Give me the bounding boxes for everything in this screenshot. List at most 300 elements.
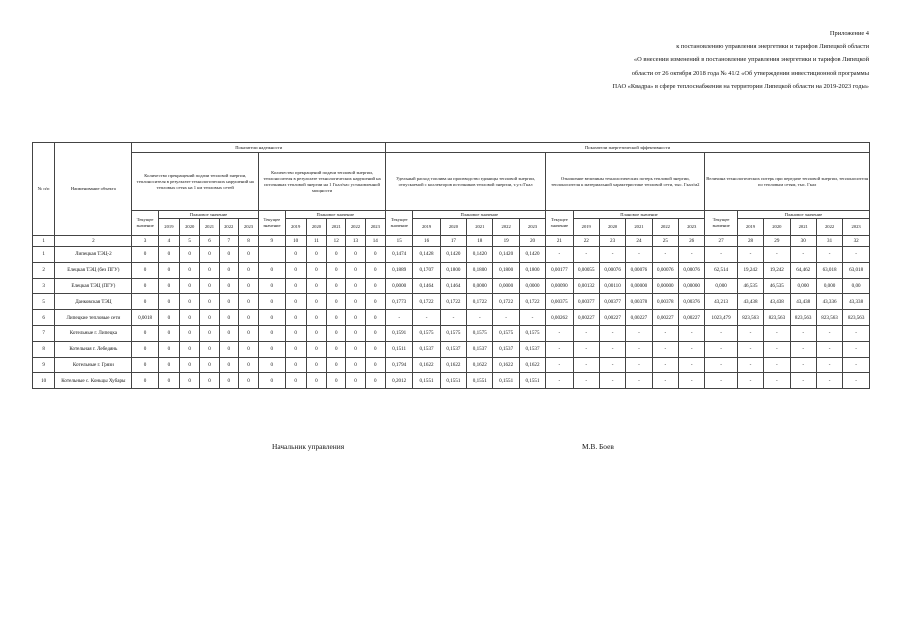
value-cell: 0 <box>132 262 158 278</box>
value-cell: - <box>816 373 842 389</box>
value-cell: 0 <box>259 262 285 278</box>
column-number-cell: 4 <box>158 236 179 247</box>
column-number-cell: 26 <box>679 236 705 247</box>
value-cell: 0 <box>180 373 200 389</box>
value-cell: 0 <box>327 341 346 357</box>
value-cell: 62,514 <box>705 262 737 278</box>
value-cell: 0 <box>219 325 238 341</box>
value-cell: 0 <box>346 278 365 294</box>
value-cell: - <box>546 373 573 389</box>
value-cell: 0,1420 <box>493 247 519 263</box>
value-cell: 46,535 <box>764 278 790 294</box>
value-cell: 0 <box>346 373 365 389</box>
row-number-cell: 8 <box>33 341 55 357</box>
value-cell: 0 <box>327 247 346 263</box>
value-cell: 43,438 <box>764 294 790 310</box>
table-row <box>33 294 870 310</box>
value-cell: - <box>652 357 678 373</box>
year-header: 2019 <box>573 219 599 236</box>
value-cell: 0,1511 <box>386 341 413 357</box>
year-header: 2022 <box>219 219 238 236</box>
col-num-header: № п/п <box>33 143 55 236</box>
group-efficiency-header: Показатели энергетической эффективности <box>386 143 870 153</box>
value-cell: 0,00227 <box>652 310 678 326</box>
planned-value-header: Плановое значение <box>285 211 386 219</box>
year-header: 2021 <box>467 219 493 236</box>
subheader-network-interruptions: Количество прекращений подачи тепловой энергии, теплоносителя в результате технологических нарушений на тепловых сетях на 1 км тепловых сетей <box>132 153 259 211</box>
value-cell: 0 <box>306 262 326 278</box>
value-cell: 0,1537 <box>467 341 493 357</box>
value-cell: - <box>626 341 652 357</box>
value-cell: 0 <box>180 247 200 263</box>
value-cell: 0,1591 <box>386 325 413 341</box>
column-number-cell: 19 <box>493 236 519 247</box>
current-value-header: Текущее значение <box>546 211 573 236</box>
header-line: «О внесении изменений в постановление управления энергетики и тарифов Липецкой <box>633 56 869 64</box>
subheader-source-interruptions: Количество прекращений подачи тепловой энергии, теплоносителя в результате технологических нарушений на источниках тепловой энергии на 1 Гкал/час установленной мощности <box>259 153 386 211</box>
value-cell: 0,1722 <box>493 294 519 310</box>
value-cell: 0 <box>306 278 326 294</box>
value-cell: - <box>679 325 705 341</box>
value-cell: 0,00000 <box>652 278 678 294</box>
value-cell: 0 <box>327 310 346 326</box>
value-cell: - <box>386 310 413 326</box>
subheader-loss-ratio: Отношение величины технологических потерь тепловой энергии, теплоносителя к материальной характеристике тепловой сети, тыс. Гкал/м2 <box>546 153 705 211</box>
value-cell: 0 <box>285 247 306 263</box>
year-header: 2020 <box>764 219 790 236</box>
value-cell: 0 <box>306 357 326 373</box>
value-cell: - <box>843 357 870 373</box>
value-cell: 0,0018 <box>132 310 158 326</box>
value-cell: - <box>843 341 870 357</box>
value-cell: 0 <box>158 357 179 373</box>
value-cell: - <box>679 373 705 389</box>
value-cell: 0 <box>180 294 200 310</box>
value-cell: 19,242 <box>737 262 763 278</box>
value-cell: 0,00076 <box>599 262 625 278</box>
value-cell: 0 <box>365 357 385 373</box>
year-header: 2021 <box>790 219 816 236</box>
value-cell: 0 <box>200 373 219 389</box>
value-cell: 0,1551 <box>519 373 545 389</box>
value-cell: 0 <box>200 341 219 357</box>
value-cell: 0,1537 <box>440 341 466 357</box>
value-cell: - <box>626 357 652 373</box>
value-cell: 0,1722 <box>440 294 466 310</box>
value-cell: 0,1551 <box>467 373 493 389</box>
column-number-cell: 11 <box>306 236 326 247</box>
year-header: 2019 <box>413 219 440 236</box>
value-cell: 0 <box>158 325 179 341</box>
column-number-cell: 23 <box>599 236 625 247</box>
value-cell: 0 <box>238 262 258 278</box>
header-line: к постановлению управления энергетики и тарифов Липецкой области <box>676 43 869 51</box>
signatory-name: М.В. Боев <box>582 442 614 451</box>
value-cell: 0,1889 <box>386 262 413 278</box>
value-cell: 0 <box>238 247 258 263</box>
value-cell: 0,00262 <box>546 310 573 326</box>
column-number-cell: 9 <box>259 236 285 247</box>
object-name-cell: Липецкие тепловые сети <box>55 310 132 326</box>
value-cell: 0 <box>219 341 238 357</box>
value-cell: 0,00076 <box>679 262 705 278</box>
value-cell: 0,1722 <box>413 294 440 310</box>
object-name-cell: Елецкая ТЭЦ (ПГУ) <box>55 278 132 294</box>
value-cell: 0 <box>346 341 365 357</box>
value-cell: - <box>467 310 493 326</box>
value-cell: - <box>599 325 625 341</box>
value-cell: 0,0000 <box>519 278 545 294</box>
row-number-cell: 9 <box>33 357 55 373</box>
value-cell: 0 <box>285 294 306 310</box>
column-number-cell: 6 <box>200 236 219 247</box>
value-cell: - <box>573 373 599 389</box>
column-number-cell: 8 <box>238 236 258 247</box>
value-cell: 0 <box>219 357 238 373</box>
value-cell: - <box>764 357 790 373</box>
year-header: 2021 <box>200 219 219 236</box>
value-cell: 0 <box>200 357 219 373</box>
value-cell: 0,1537 <box>493 341 519 357</box>
value-cell: 0 <box>180 357 200 373</box>
column-number-cell: 22 <box>573 236 599 247</box>
header-line: ПАО «Квадра» в сфере теплоснабжения на территории Липецкой области на 2019-2023 годы» <box>612 82 869 90</box>
value-cell: - <box>816 341 842 357</box>
value-cell: 0,1722 <box>519 294 545 310</box>
value-cell: 0 <box>238 325 258 341</box>
value-cell: 0,1773 <box>386 294 413 310</box>
value-cell: - <box>440 310 466 326</box>
value-cell: 0 <box>180 310 200 326</box>
value-cell: 0 <box>180 262 200 278</box>
object-name-cell: Котельные г. Липецка <box>55 325 132 341</box>
value-cell: 0 <box>259 357 285 373</box>
value-cell: 0,1551 <box>440 373 466 389</box>
value-cell: 0 <box>200 325 219 341</box>
year-header: 2019 <box>285 219 306 236</box>
value-cell: - <box>816 247 842 263</box>
value-cell: 0 <box>306 294 326 310</box>
value-cell: 0 <box>259 278 285 294</box>
value-cell: 0 <box>285 325 306 341</box>
value-cell: 0 <box>327 278 346 294</box>
value-cell: 0,1474 <box>386 247 413 263</box>
value-cell: - <box>413 310 440 326</box>
value-cell: 0 <box>327 357 346 373</box>
object-name-cell: Котельные г. Грязи <box>55 357 132 373</box>
value-cell: 0,00375 <box>546 294 573 310</box>
value-cell: 0 <box>285 341 306 357</box>
value-cell: 43,338 <box>843 294 870 310</box>
value-cell: - <box>652 341 678 357</box>
value-cell: 0,1575 <box>467 325 493 341</box>
value-cell: 0,1575 <box>519 325 545 341</box>
value-cell: - <box>546 341 573 357</box>
value-cell: 0 <box>327 262 346 278</box>
value-cell: - <box>599 373 625 389</box>
value-cell: - <box>546 247 573 263</box>
table-row <box>33 325 870 341</box>
value-cell: 0 <box>259 294 285 310</box>
value-cell: 0 <box>346 325 365 341</box>
value-cell: 63,018 <box>816 262 842 278</box>
value-cell: 0 <box>180 278 200 294</box>
value-cell: 0,1428 <box>413 247 440 263</box>
indicators-table <box>32 142 870 389</box>
value-cell: 0 <box>158 247 179 263</box>
value-cell: - <box>764 247 790 263</box>
value-cell: 63,018 <box>843 262 870 278</box>
column-number-cell: 18 <box>467 236 493 247</box>
value-cell: 0,1622 <box>519 357 545 373</box>
value-cell: 0 <box>259 310 285 326</box>
value-cell: 0 <box>238 357 258 373</box>
value-cell: - <box>573 247 599 263</box>
value-cell: 0 <box>158 373 179 389</box>
table-row <box>33 262 870 278</box>
value-cell: 0,1420 <box>519 247 545 263</box>
column-number-cell: 15 <box>386 236 413 247</box>
value-cell: 0,00110 <box>599 278 625 294</box>
value-cell: 0,1800 <box>467 262 493 278</box>
value-cell: 0,00000 <box>679 278 705 294</box>
value-cell: 0,000 <box>705 278 737 294</box>
value-cell: 823,563 <box>737 310 763 326</box>
value-cell: 0,00076 <box>626 262 652 278</box>
value-cell: 0,1800 <box>493 262 519 278</box>
value-cell: 0,1464 <box>413 278 440 294</box>
value-cell: 0 <box>132 247 158 263</box>
column-number-cell: 13 <box>346 236 365 247</box>
value-cell: 19,242 <box>764 262 790 278</box>
value-cell: - <box>816 357 842 373</box>
value-cell: 0,1794 <box>386 357 413 373</box>
value-cell: 0 <box>132 294 158 310</box>
value-cell: 823,563 <box>790 310 816 326</box>
column-number-cell: 3 <box>132 236 158 247</box>
current-value-header: Текущее значение <box>705 211 737 236</box>
value-cell: - <box>737 325 763 341</box>
year-header: 2022 <box>346 219 365 236</box>
column-number-cell: 16 <box>413 236 440 247</box>
value-cell: - <box>737 247 763 263</box>
value-cell: 0 <box>346 294 365 310</box>
value-cell: - <box>790 373 816 389</box>
column-number-cell: 32 <box>843 236 870 247</box>
value-cell: - <box>737 341 763 357</box>
value-cell: 0,1420 <box>467 247 493 263</box>
value-cell: 0 <box>365 262 385 278</box>
value-cell: 0 <box>259 325 285 341</box>
year-header: 2023 <box>519 219 545 236</box>
row-number-cell: 5 <box>33 294 55 310</box>
value-cell: 0 <box>306 247 326 263</box>
column-number-cell: 10 <box>285 236 306 247</box>
year-header: 2019 <box>158 219 179 236</box>
value-cell: 0,1622 <box>467 357 493 373</box>
value-cell: 0 <box>285 357 306 373</box>
column-number-cell: 30 <box>790 236 816 247</box>
value-cell: - <box>764 341 790 357</box>
value-cell: 0 <box>238 341 258 357</box>
value-cell: - <box>626 247 652 263</box>
value-cell: 0,00377 <box>573 294 599 310</box>
value-cell: 0,0000 <box>493 278 519 294</box>
value-cell: 0 <box>132 278 158 294</box>
value-cell: 0,1537 <box>413 341 440 357</box>
value-cell: 0 <box>200 294 219 310</box>
column-number-cell: 24 <box>626 236 652 247</box>
value-cell: 0,00132 <box>573 278 599 294</box>
column-number-cell: 5 <box>180 236 200 247</box>
value-cell: 0 <box>158 341 179 357</box>
value-cell: - <box>705 373 737 389</box>
header-line: Приложение 4 <box>829 30 869 37</box>
value-cell: - <box>626 325 652 341</box>
current-value-header: Текущее значение <box>386 211 413 236</box>
value-cell: 64,462 <box>790 262 816 278</box>
value-cell: - <box>843 247 870 263</box>
row-number-cell: 7 <box>33 325 55 341</box>
value-cell: 0 <box>327 325 346 341</box>
table-row <box>33 278 870 294</box>
object-name-cell: Данковская ТЭЦ <box>55 294 132 310</box>
column-number-cell: 12 <box>327 236 346 247</box>
value-cell: 0,1622 <box>440 357 466 373</box>
value-cell: - <box>790 247 816 263</box>
value-cell: - <box>573 325 599 341</box>
year-header: 2020 <box>599 219 625 236</box>
column-number-cell: 29 <box>764 236 790 247</box>
value-cell: 1023,479 <box>705 310 737 326</box>
value-cell: - <box>705 247 737 263</box>
value-cell: - <box>843 325 870 341</box>
value-cell: 0,1464 <box>440 278 466 294</box>
col-name-header: Наименование объекта <box>55 143 132 236</box>
value-cell: - <box>599 357 625 373</box>
value-cell: 0 <box>365 294 385 310</box>
value-cell: - <box>573 341 599 357</box>
column-number-cell: 14 <box>365 236 385 247</box>
value-cell: - <box>652 247 678 263</box>
value-cell: 0 <box>158 294 179 310</box>
value-cell: 0 <box>200 278 219 294</box>
value-cell: 0,00076 <box>652 262 678 278</box>
value-cell: - <box>705 357 737 373</box>
year-header: 2020 <box>180 219 200 236</box>
year-header: 2023 <box>365 219 385 236</box>
column-number-cell: 1 <box>33 236 55 247</box>
value-cell: - <box>546 325 573 341</box>
column-number-cell: 25 <box>652 236 678 247</box>
value-cell: 0,0000 <box>386 278 413 294</box>
value-cell: 0 <box>132 325 158 341</box>
value-cell <box>259 247 285 263</box>
column-number-cell: 28 <box>737 236 763 247</box>
value-cell: 823,563 <box>843 310 870 326</box>
year-header: 2019 <box>737 219 763 236</box>
value-cell: 0,00227 <box>573 310 599 326</box>
value-cell: 0 <box>219 247 238 263</box>
value-cell: 0 <box>200 262 219 278</box>
value-cell: 0,0000 <box>467 278 493 294</box>
value-cell: - <box>679 247 705 263</box>
value-cell: 0 <box>158 278 179 294</box>
planned-value-header: Плановое значение <box>573 211 705 219</box>
value-cell: - <box>679 341 705 357</box>
year-header: 2022 <box>816 219 842 236</box>
current-value-header: Текущее значение <box>259 211 285 236</box>
planned-value-header: Плановое значение <box>413 211 546 219</box>
value-cell: 0 <box>219 294 238 310</box>
value-cell: 0 <box>259 373 285 389</box>
column-number-cell: 31 <box>816 236 842 247</box>
value-cell: 0,1575 <box>413 325 440 341</box>
value-cell: 0 <box>365 310 385 326</box>
year-header: 2020 <box>440 219 466 236</box>
year-header: 2021 <box>626 219 652 236</box>
value-cell: 0 <box>238 373 258 389</box>
value-cell: 0 <box>219 373 238 389</box>
value-cell: 0 <box>306 341 326 357</box>
value-cell: 0,00000 <box>626 278 652 294</box>
value-cell: 43,438 <box>790 294 816 310</box>
year-header: 2021 <box>327 219 346 236</box>
row-number-cell: 6 <box>33 310 55 326</box>
value-cell: 0,1537 <box>519 341 545 357</box>
header-line: области от 26 октября 2018 года № 41/2 «Об утверждении инвестиционной программы <box>631 69 869 77</box>
column-number-cell: 7 <box>219 236 238 247</box>
year-header: 2023 <box>679 219 705 236</box>
value-cell: 0 <box>306 310 326 326</box>
value-cell: - <box>764 373 790 389</box>
object-name-cell: Липецкая ТЭЦ-2 <box>55 247 132 263</box>
value-cell: 0 <box>219 262 238 278</box>
value-cell: - <box>652 325 678 341</box>
value-cell: 0,1551 <box>493 373 519 389</box>
value-cell: 0,000 <box>790 278 816 294</box>
value-cell: 0 <box>132 357 158 373</box>
value-cell: - <box>790 325 816 341</box>
table-row <box>33 373 870 389</box>
value-cell: 0,00378 <box>626 294 652 310</box>
value-cell: 0 <box>327 373 346 389</box>
value-cell: 823,563 <box>764 310 790 326</box>
value-cell: 0,00090 <box>546 278 573 294</box>
column-number-cell: 27 <box>705 236 737 247</box>
value-cell: 0 <box>132 373 158 389</box>
value-cell: 0 <box>346 247 365 263</box>
value-cell: - <box>519 310 545 326</box>
value-cell: 0,00227 <box>679 310 705 326</box>
value-cell: 0 <box>306 373 326 389</box>
value-cell: 0 <box>259 341 285 357</box>
value-cell: 0 <box>365 373 385 389</box>
value-cell: - <box>679 357 705 373</box>
value-cell: - <box>764 325 790 341</box>
value-cell: - <box>790 357 816 373</box>
year-header: 2023 <box>238 219 258 236</box>
value-cell: 0,1707 <box>413 262 440 278</box>
value-cell: 0,1800 <box>440 262 466 278</box>
value-cell: 0 <box>180 325 200 341</box>
current-value-header: Текущее значение <box>132 211 158 236</box>
value-cell: 0 <box>365 341 385 357</box>
value-cell: 0 <box>327 294 346 310</box>
column-number-cell: 21 <box>546 236 573 247</box>
table-row <box>33 341 870 357</box>
value-cell: 0,1551 <box>413 373 440 389</box>
